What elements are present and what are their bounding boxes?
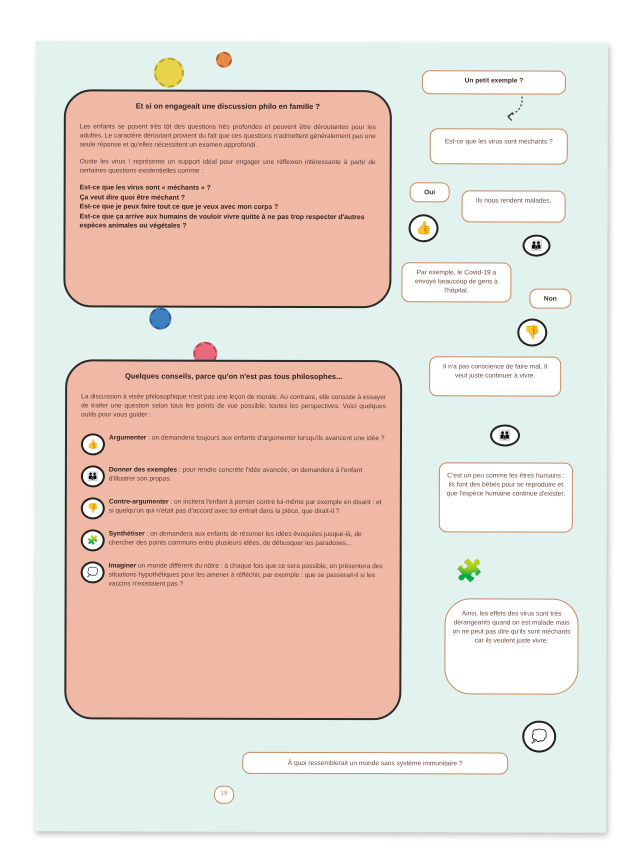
tip-exemples bbox=[81, 465, 386, 488]
question-2: Ça veut dire quoi être méchant ? bbox=[79, 193, 186, 202]
yellow-virus-icon bbox=[154, 58, 184, 88]
question-4: Est-ce que ça arrive aux humains de vouloir vivre quitte à ne pas trop respecter d'autres espèces animales ou végétales ? bbox=[79, 212, 365, 230]
thumbs-down-icon: 👎 bbox=[81, 497, 105, 519]
conscience-bubble: Il n'a pas conscience de faire mal. Il veut juste continuer à vivre. bbox=[429, 356, 561, 396]
tip-text: un monde différent du nôtre : à chaque fois que ce sera possible, on présentera des situations hypothétiques pour les amener à réfléchir, par exemple : que se passerait-il si les vaccins n'existaient pas ? bbox=[108, 562, 383, 588]
non-bubble: Non bbox=[529, 289, 571, 309]
page-number: 19 bbox=[214, 786, 234, 804]
puzzle-icon: 🧩 bbox=[81, 529, 105, 551]
tip-synthetiser bbox=[81, 529, 386, 552]
question-3: Est-ce que je peux faire tout ce que je veux avec mon corps ? bbox=[79, 203, 279, 211]
question-bubble: Est-ce que les virus sont méchants ? bbox=[430, 128, 568, 164]
orange-virus-icon bbox=[216, 52, 232, 68]
people-icon: 👪 bbox=[490, 424, 520, 446]
discussion-title: Et si on engageait une discussion philo en famille ? bbox=[135, 101, 320, 111]
tip-name: Donner des exemples bbox=[108, 466, 178, 474]
discussion-paragraph-1: Les enfants se posent très tôt des questions très profondes et peuvent être déroutantes pour les adultes. Le caractère déroutant provient du fait que ces questions n'admettent généralement pas une seule réponse et qu'elles nécessitent un examen approfondi . bbox=[79, 123, 376, 149]
puzzle-icon: 🧩 bbox=[455, 558, 484, 584]
tip-name: Contre-argumenter bbox=[108, 498, 169, 506]
thumbs-up-icon: 👍 bbox=[409, 214, 439, 242]
covid-bubble: Par exemple, le Covid-19 a envoyé beaucoup de gens à l'hôpital. bbox=[401, 262, 511, 302]
tip-name: Argumenter bbox=[108, 434, 147, 442]
advice-title: Quelques conseils, parce qu'on n'est pas tous philosophes... bbox=[124, 371, 343, 382]
exemple-bubble: Un petit exemple ? bbox=[422, 70, 566, 94]
imagination-icon: 💭 bbox=[522, 721, 556, 753]
people-icon: 👪 bbox=[81, 465, 105, 487]
tip-contre-argumenter bbox=[81, 497, 386, 520]
bottom-question-bubble: À quoi ressemblerait un monde sans système immunitaire ? bbox=[242, 752, 508, 775]
discussion-paragraph-2: Ouste les virus ! représente un support idéal pour engager une réflexion intéressante à partir de certaines questions existentielles comme : bbox=[79, 158, 376, 175]
tip-argumenter bbox=[81, 433, 386, 456]
tip-text: : on demandera toujours aux enfants d'argumenter lorsqu'ils avancent une idée ? bbox=[146, 434, 385, 443]
rendent-bubble: Ils nous rendent malades. bbox=[462, 190, 566, 222]
tip-imaginer bbox=[81, 561, 386, 589]
ainsi-bubble: Ainsi, les effets des virus sont très dérangeants quand on est malade mais on ne peut pas dire qu'ils sont méchants car ils veulent juste vivre. bbox=[444, 598, 578, 694]
imagination-icon: 💭 bbox=[81, 561, 105, 583]
advice-box bbox=[64, 359, 402, 720]
poster-sheet bbox=[34, 41, 608, 832]
tip-text: : on incitera l'enfant à penser contre lui-même par exemple en disant : et si quelqu'un qui n'était pas d'accord avec toi entrait dans la pièce, que dirait-il ? bbox=[108, 498, 382, 516]
tip-text: : on demandera aux enfants de résumer les idées évoquées jusque-là, de chercher des points communs entre plusieurs idées, de débusquer les paradoxes... bbox=[108, 530, 362, 548]
dotted-arrow-icon bbox=[502, 94, 526, 122]
oui-bubble: Oui bbox=[410, 182, 450, 202]
people-icon: 👪 bbox=[522, 235, 550, 257]
question-1: Est-ce que les virus sont « méchants » ? bbox=[79, 184, 211, 192]
advice-intro: La discussion à visée philosophique n'est pas une leçon de morale. Au contraire, elle consiste à essayer de traiter une question selon tous les points de vue possible, toutes les perspectives. Voici quelques outils pour vous guider : bbox=[81, 393, 387, 419]
tip-name: Imaginer bbox=[108, 562, 137, 570]
comme-bubble: C'est un peu comme les êtres humains : ils font des bébés pour se reproduire et que l'espèce humaine continue d'exister. bbox=[439, 462, 573, 532]
thumbs-down-icon: 👎 bbox=[517, 319, 547, 347]
tip-name: Synthétiser bbox=[108, 530, 145, 538]
blue-virus-icon bbox=[149, 308, 171, 330]
thumbs-up-icon: 👍 bbox=[81, 433, 105, 455]
discussion-box bbox=[63, 89, 392, 308]
tip-text: : pour rendre concrète l'idée avancée, on demandera à l'enfant d'illustrer son propos. bbox=[108, 466, 363, 483]
